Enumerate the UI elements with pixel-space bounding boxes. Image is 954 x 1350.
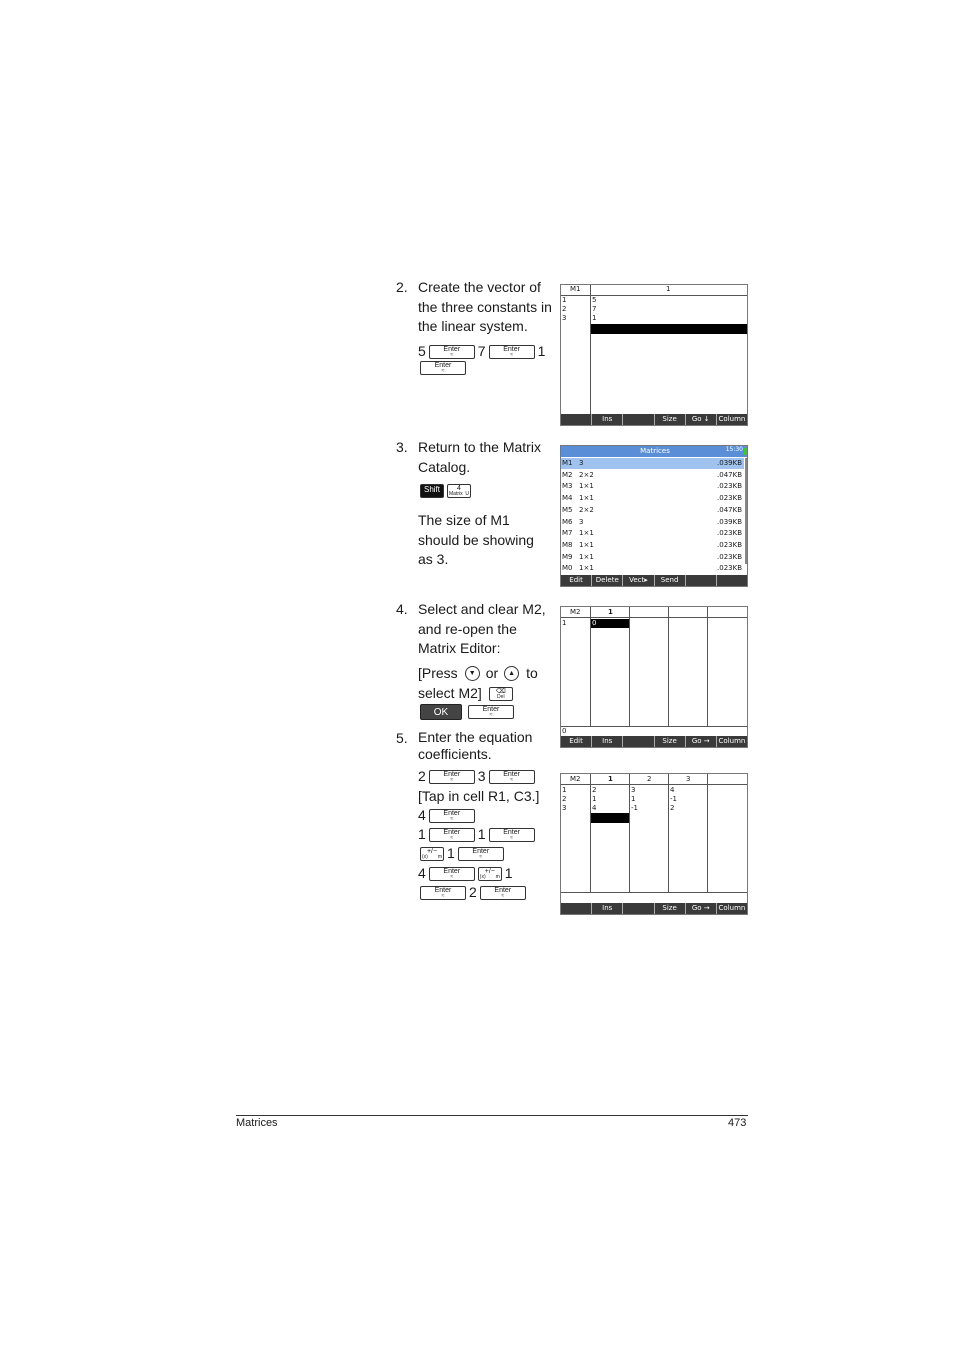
column-header: 2	[647, 775, 652, 783]
step-text: Enter the equation coefficients.	[418, 729, 533, 762]
calculator-screen-m1	[560, 284, 748, 426]
matrix-memory: .039KB	[717, 517, 742, 526]
digit: 3	[477, 768, 486, 784]
menu-bar	[561, 575, 747, 586]
step-number: 5.	[396, 730, 408, 746]
catalog-row[interactable]	[561, 506, 744, 516]
matrix-cell[interactable]: 5	[592, 296, 597, 304]
enter-key: Enter ≈	[489, 345, 535, 359]
calculator-screen-catalog	[560, 445, 748, 587]
matrix-name: M9	[562, 552, 573, 561]
step-number: 3.	[396, 439, 408, 455]
catalog-row[interactable]	[561, 494, 744, 504]
digit: 2	[418, 768, 426, 784]
edit-button[interactable]: Edit	[561, 736, 592, 747]
matrix-size: 2×2	[579, 505, 594, 514]
matrix-name: M1	[562, 459, 573, 467]
matrix-name: M8	[562, 540, 573, 549]
row-header: 3	[562, 804, 567, 812]
ins-button[interactable]: Ins	[592, 414, 623, 425]
go-button[interactable]: Go ↓	[686, 414, 717, 425]
catalog-row[interactable]	[561, 482, 744, 492]
ok-key: OK	[420, 704, 462, 720]
catalog-row[interactable]	[561, 564, 744, 574]
menu-button[interactable]	[686, 575, 717, 586]
instruction-text: [Press	[418, 665, 458, 681]
matrix-name: M3	[562, 482, 573, 491]
keystroke-line	[418, 767, 535, 786]
matrix-name: M2	[570, 608, 581, 616]
menu-button[interactable]	[561, 414, 592, 425]
row-header: 1	[562, 786, 567, 794]
plus-minus-key: +/− (x) m	[479, 867, 500, 880]
matrix-cell[interactable]: 1	[592, 314, 597, 322]
column-header: 1	[608, 608, 613, 616]
instruction-text: select M2]	[418, 685, 482, 701]
vect-button[interactable]: Vect▸	[623, 575, 654, 586]
matrix-name: M6	[562, 517, 573, 526]
digit: 1	[537, 343, 546, 359]
menu-button[interactable]	[717, 575, 747, 586]
matrix-memory: .023KB	[717, 552, 742, 561]
enter-key: Enter ≈	[480, 886, 526, 900]
matrix-name: M0	[562, 564, 573, 573]
matrix-name: M2	[570, 775, 581, 783]
menu-button[interactable]	[623, 903, 654, 914]
catalog-row[interactable]	[561, 529, 744, 539]
instruction-text: [Tap in cell R1, C3.]	[418, 788, 540, 804]
enter-key: Enter ≈	[429, 345, 475, 359]
matrix-memory: .023KB	[717, 494, 742, 503]
keystroke-line	[418, 684, 513, 703]
matrix-name: M7	[562, 529, 573, 538]
matrix-memory: .023KB	[717, 482, 742, 491]
enter-key: Enter ≈	[458, 847, 504, 861]
enter-key: Enter ≈	[420, 886, 466, 900]
matrix-size: 1×1	[579, 552, 594, 561]
menu-bar	[561, 903, 747, 914]
menu-bar	[561, 736, 747, 747]
keystroke-line	[420, 361, 466, 375]
step-text: Create the vector of the three constants in the linear system.	[418, 279, 552, 334]
page-number: 473	[728, 1117, 747, 1129]
menu-bar	[561, 414, 747, 425]
column-button[interactable]: Column	[718, 737, 746, 745]
keystroke-line	[420, 883, 526, 902]
enter-key: Enter ≈	[429, 809, 475, 823]
row-header: 2	[562, 795, 567, 803]
digit: 1	[504, 865, 513, 881]
matrix-cell[interactable]: 1	[592, 795, 597, 803]
down-arrow-icon: ▼	[465, 666, 480, 681]
enter-key: Enter ≈	[429, 828, 475, 842]
matrix-name: M4	[562, 494, 573, 503]
delete-button[interactable]: Delete	[592, 575, 623, 586]
matrix-size: 2×2	[579, 470, 594, 479]
catalog-row[interactable]	[561, 518, 744, 528]
matrix-size: 3	[579, 517, 584, 526]
catalog-row[interactable]	[561, 541, 744, 551]
shift-key: Shift	[420, 484, 444, 498]
digit: 7	[477, 343, 486, 359]
enter-key: Enter ≈	[489, 828, 535, 842]
matrix-name: M1	[570, 285, 581, 293]
matrix-memory: .023KB	[717, 529, 742, 538]
size-button[interactable]: Size	[655, 903, 686, 914]
matrix-cell[interactable]: 4	[592, 804, 597, 812]
enter-key: Enter ≈	[420, 361, 466, 375]
matrix-size: 1×1	[579, 564, 594, 573]
send-button[interactable]: Send	[655, 575, 686, 586]
catalog-title-bar	[561, 446, 748, 457]
plus-minus-key: +/− (x) m	[422, 847, 442, 860]
digit: 1	[447, 845, 455, 861]
matrix-cell[interactable]: 7	[592, 305, 597, 313]
row-header: 3	[562, 314, 567, 322]
matrix-memory: .023KB	[717, 564, 742, 573]
step-number: 4.	[396, 601, 408, 617]
keystroke-line	[418, 664, 538, 683]
digit: 5	[418, 343, 426, 359]
menu-button[interactable]	[623, 414, 654, 425]
ins-button[interactable]: Ins	[592, 903, 623, 914]
digit: 4	[418, 807, 426, 823]
matrix-name: M2	[562, 470, 573, 479]
selected-cell[interactable]	[591, 813, 629, 823]
menu-button[interactable]	[561, 903, 592, 914]
digit: 4	[418, 865, 426, 881]
row-header: 1	[562, 296, 567, 304]
matrix-cell[interactable]: 2	[592, 786, 597, 794]
matrix-cell[interactable]: 0	[592, 619, 597, 627]
matrix-size: 1×1	[579, 540, 594, 549]
selected-cell[interactable]	[591, 324, 748, 334]
matrix-name: M5	[562, 505, 573, 514]
four-key: 4 Matrix U	[449, 485, 469, 497]
row-header: 1	[562, 619, 567, 627]
matrix-memory: .039KB	[717, 459, 742, 467]
column-header: 3	[686, 775, 691, 783]
step-number: 2.	[396, 279, 408, 295]
go-button[interactable]: Go →	[686, 736, 717, 747]
column-header: 1	[666, 285, 671, 293]
battery-icon	[744, 448, 748, 455]
keystroke-line	[420, 484, 471, 498]
keystroke-line	[418, 787, 539, 806]
matrix-cell[interactable]: -1	[631, 804, 638, 812]
instruction-text: or	[485, 665, 499, 681]
column-header: 1	[608, 775, 613, 783]
matrix-memory: .047KB	[717, 470, 742, 479]
enter-key: Enter ≈	[429, 770, 475, 784]
catalog-row[interactable]	[561, 553, 744, 563]
backspace-key: ⌫ Del	[489, 687, 513, 701]
entry-line[interactable]: 0	[562, 727, 567, 735]
digit: 2	[469, 884, 477, 900]
matrix-size: 1×1	[579, 529, 594, 538]
matrix-cell[interactable]: 3	[631, 786, 636, 794]
matrix-size: 1×1	[579, 494, 594, 503]
ins-button[interactable]: Ins	[592, 736, 623, 747]
backspace-icon: ⌫	[495, 687, 506, 695]
footer-rule	[236, 1115, 748, 1116]
selected-cell[interactable]	[591, 619, 629, 628]
scrollbar[interactable]	[745, 458, 748, 564]
matrix-memory: .023KB	[717, 540, 742, 549]
menu-button[interactable]	[623, 736, 654, 747]
enter-key: Enter ≈	[468, 705, 514, 719]
enter-key: Enter ≈	[429, 867, 475, 881]
keystroke-line	[420, 704, 514, 720]
matrix-cell[interactable]: 1	[631, 795, 636, 803]
keystroke-line	[418, 864, 513, 883]
edit-button[interactable]: Edit	[561, 575, 592, 586]
matrix-memory: .047KB	[717, 505, 742, 514]
step-note: The size of M1 should be showing as 3.	[418, 512, 534, 567]
footer-chapter: Matrices	[236, 1117, 278, 1129]
row-header: 2	[562, 305, 567, 313]
go-button[interactable]: Go →	[686, 903, 717, 914]
digit: 1	[418, 826, 426, 842]
matrix-cell[interactable]: 4	[670, 786, 675, 794]
matrix-cell[interactable]: 2	[670, 804, 675, 812]
calculator-screen-m2-filled	[560, 773, 748, 915]
keystroke-line	[420, 844, 504, 863]
keystroke-line	[418, 825, 535, 844]
catalog-row[interactable]	[561, 459, 744, 469]
keystroke-line	[418, 342, 545, 361]
matrix-cell[interactable]: -1	[670, 795, 677, 803]
matrix-size: 3	[579, 459, 584, 467]
catalog-title: Matrices	[640, 447, 670, 455]
column-button[interactable]: Column	[718, 904, 746, 912]
catalog-row[interactable]	[561, 471, 744, 481]
instruction-text: to	[526, 665, 538, 681]
matrix-size: 1×1	[579, 482, 594, 491]
size-button[interactable]: Size	[655, 736, 686, 747]
step-text: Return to the Matrix Catalog.	[418, 439, 541, 475]
enter-key: Enter ≈	[489, 770, 535, 784]
size-button[interactable]: Size	[655, 414, 686, 425]
keystroke-line	[418, 806, 475, 825]
clock: 15:30	[725, 446, 743, 453]
calculator-screen-m2-cleared	[560, 606, 748, 748]
up-arrow-icon: ▲	[504, 666, 519, 681]
step-text: Select and clear M2, and re-open the Matrix Editor:	[418, 601, 546, 656]
column-button[interactable]: Column	[718, 415, 746, 423]
digit: 1	[477, 826, 486, 842]
